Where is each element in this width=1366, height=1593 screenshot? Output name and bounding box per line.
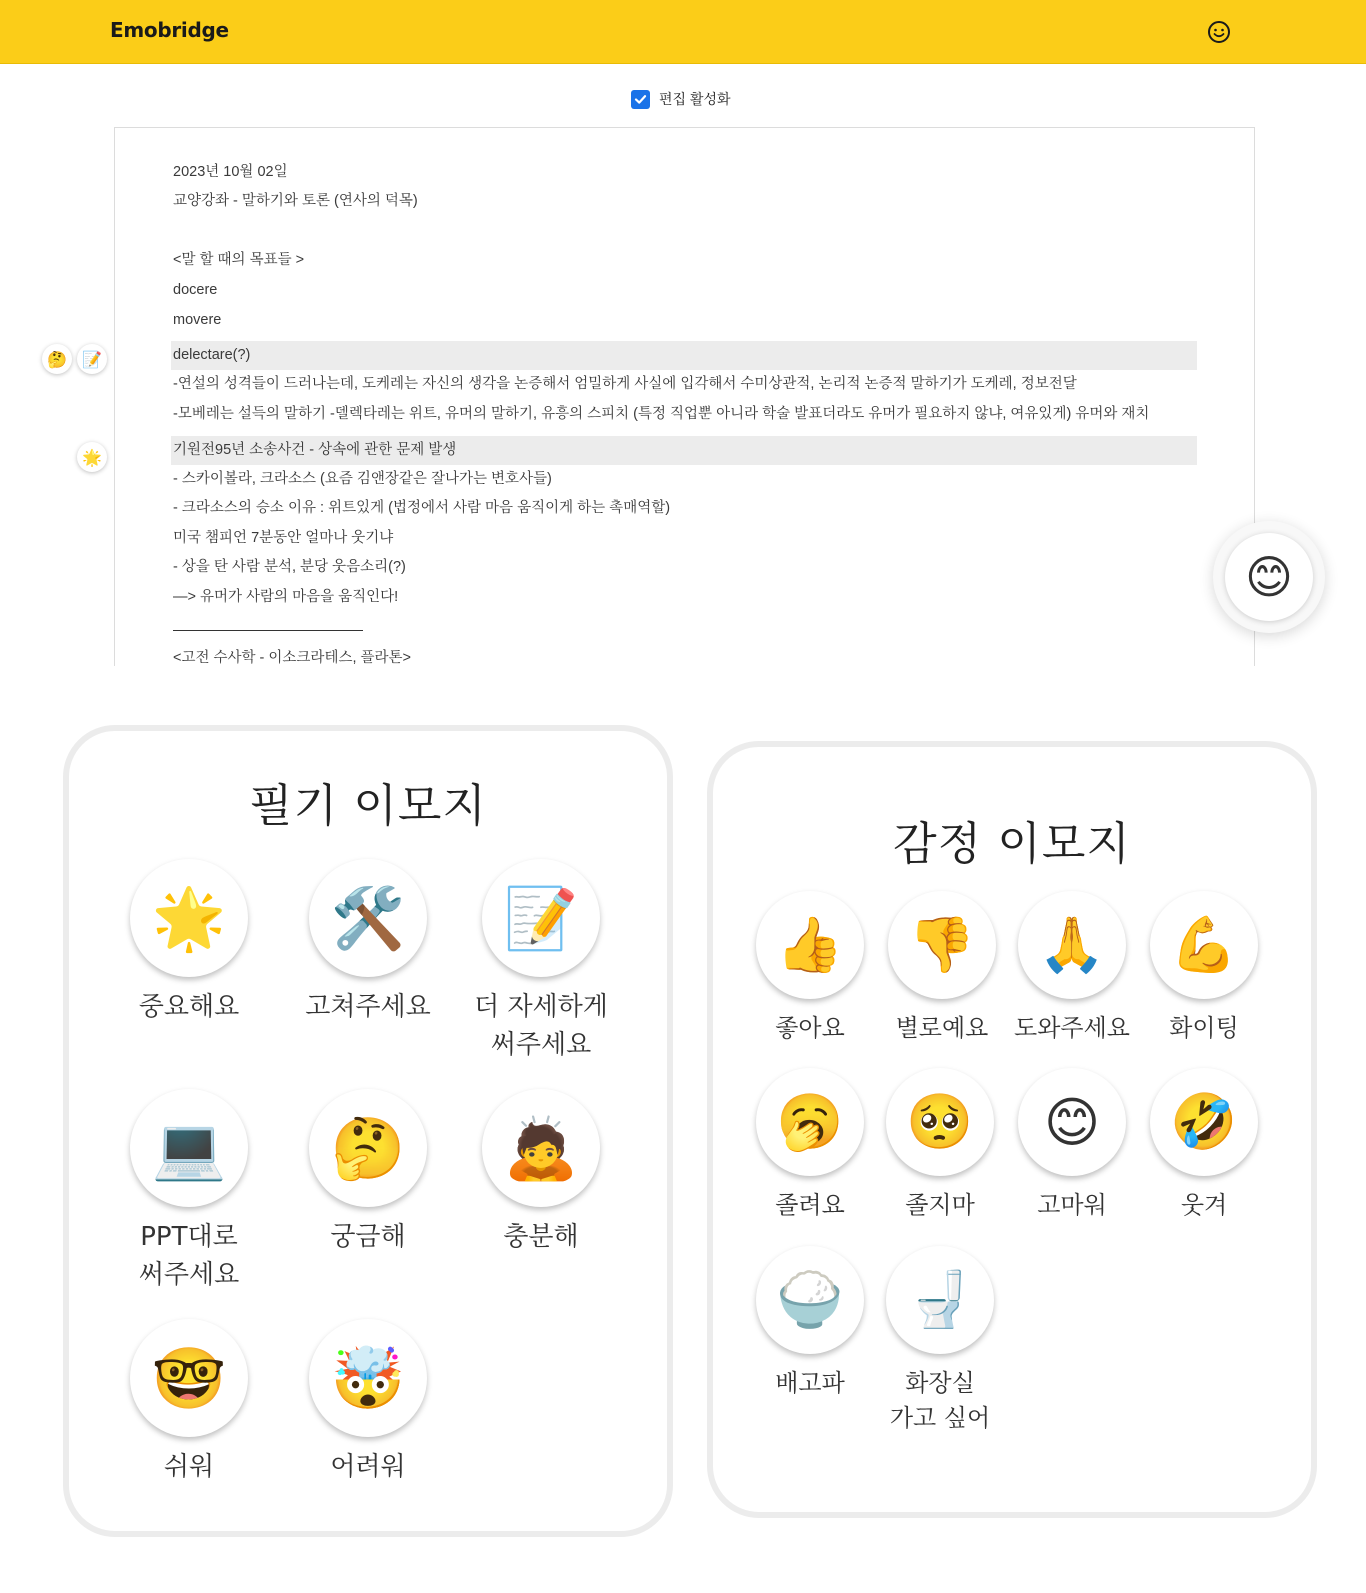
emoji-tile-help[interactable] (1005, 891, 1139, 1046)
yawning-emoji-icon: 🥱 (756, 1068, 864, 1176)
edit-toggle[interactable] (631, 88, 731, 110)
rolling-laughing-emoji-icon: 🤣 (1150, 1068, 1258, 1176)
thumbs-down-emoji-icon: 👎 (888, 891, 996, 999)
editor-line[interactable]: - 스카이볼라, 크라소스 (요즘 김앤장같은 잘나가는 변호사들) (173, 471, 552, 487)
emoji-tile-important[interactable] (124, 859, 254, 1027)
emotion-emoji-panel (707, 741, 1317, 1518)
tile-label: 궁금해 (330, 1222, 406, 1252)
emoji-tile-restroom[interactable] (879, 1246, 1001, 1436)
emoji-tile-enough[interactable] (476, 1089, 606, 1257)
tile-label: 충분해 (503, 1222, 579, 1252)
tile-label: 중요해요 (138, 992, 240, 1022)
editor-line[interactable]: 미국 챔피언 7분동안 얼마나 웃기냐 (173, 530, 394, 546)
emoji-tile-fighting[interactable] (1145, 891, 1263, 1046)
smile-emoji-icon: 😊 (1225, 533, 1313, 621)
thinking-emoji-annotation[interactable]: 🤔 (42, 344, 72, 374)
editor-line[interactable]: —> 유머가 사람의 마음을 움직인다! (173, 589, 399, 605)
tile-label: 졸려요 (775, 1191, 845, 1219)
section-gap (0, 666, 1366, 690)
memo-emoji-icon: 📝 (482, 859, 600, 977)
emoji-tile-hungry[interactable] (755, 1246, 865, 1401)
editor-line-highlighted[interactable]: 기원전95년 소송사건 - 상속에 관한 문제 발생 (171, 436, 1197, 465)
emoji-tile-like[interactable] (755, 891, 865, 1046)
rice-bowl-emoji-icon: 🍚 (756, 1246, 864, 1354)
note-panel-title: 필기 이모지 (249, 779, 487, 832)
memo-emoji-annotation[interactable]: 📝 (77, 344, 107, 374)
emoji-tile-more-detail[interactable] (466, 859, 616, 1064)
emoji-tile-dislike[interactable] (879, 891, 1005, 1046)
emoji-tile-dont-sleep[interactable] (885, 1068, 995, 1223)
top-navbar (0, 0, 1366, 64)
bowing-emoji-icon: 🙇 (482, 1089, 600, 1207)
tile-label: 도와주세요 (1014, 1014, 1130, 1042)
tile-label: 좋아요 (775, 1014, 845, 1042)
editor-line[interactable]: 교양강좌 - 말하기와 토론 (연사의 덕목) (173, 193, 418, 209)
tile-label: 화이팅 (1169, 1014, 1239, 1042)
divider (173, 630, 363, 631)
tile-label: 웃겨 (1180, 1191, 1228, 1219)
emoji-tile-hard[interactable] (303, 1319, 433, 1487)
editor-line-highlighted[interactable]: delectare(?) (171, 341, 1197, 370)
emoji-tile-ppt[interactable] (117, 1089, 261, 1294)
tile-label: 쉬워 (163, 1452, 215, 1482)
tile-label: PPT대로 써주세요 (138, 1222, 240, 1290)
thumbs-up-emoji-icon: 👍 (756, 891, 864, 999)
editor-line[interactable]: -연설의 성격들이 드러나는데, 도케레는 자신의 생각을 논증해서 엄밀하게 사실에 입각해서 수미상관적, 논리적 논증적 말하기가 도케레, 정보전달 (173, 376, 1077, 392)
note-emoji-panel (63, 725, 673, 1537)
emoji-tile-sleepy[interactable] (755, 1068, 865, 1223)
tile-label: 고쳐주세요 (305, 992, 431, 1022)
emoji-tile-funny[interactable] (1149, 1068, 1259, 1223)
smiling-face-emoji-icon: 😊 (1018, 1068, 1126, 1176)
emoji-tile-easy[interactable] (124, 1319, 254, 1487)
editor-line[interactable]: -모베레는 설득의 말하기 -델렉타레는 위트, 유머의 말하기, 유흥의 스피치 (특정 직업뿐 아니라 학술 발표더라도 유머가 필요하지 않냐, 여유있게) 유머와 재치 (173, 406, 1150, 422)
star-emoji-icon: 🌟 (130, 859, 248, 977)
emoji-fab-button[interactable] (1213, 521, 1325, 633)
editor-line[interactable]: movere (173, 312, 222, 328)
editor-line[interactable]: <고전 수사학 - 이소크라테스, 플라톤> (173, 650, 412, 666)
editor-line[interactable]: 2023년 10월 02일 (173, 164, 288, 180)
tile-label: 고마워 (1037, 1191, 1107, 1219)
tile-label: 별로예요 (895, 1014, 989, 1042)
flexed-biceps-emoji-icon: 💪 (1150, 891, 1258, 999)
nerd-emoji-icon: 🤓 (130, 1319, 248, 1437)
editor-line[interactable]: - 상을 탄 사람 분석, 분당 웃음소리(?) (173, 559, 406, 575)
tile-label: 졸지마 (905, 1191, 975, 1219)
check-icon (634, 93, 647, 106)
edit-checkbox[interactable] (631, 90, 650, 109)
edit-toggle-label: 편집 활성화 (659, 91, 731, 107)
pleading-face-emoji-icon: 🥺 (886, 1068, 994, 1176)
tile-label: 어려워 (330, 1452, 406, 1482)
note-editor[interactable] (114, 127, 1255, 671)
emoji-tile-fix[interactable] (296, 859, 440, 1027)
editor-line[interactable]: docere (173, 282, 218, 298)
praying-hands-emoji-icon: 🙏 (1018, 891, 1126, 999)
thinking-emoji-icon: 🤔 (309, 1089, 427, 1207)
editor-line[interactable]: <말 할 때의 목표들 > (173, 252, 305, 268)
emoji-tile-thanks[interactable] (1017, 1068, 1127, 1223)
tile-label: 더 자세하게 써주세요 (474, 992, 608, 1060)
smiley-outline-icon[interactable] (1207, 20, 1231, 44)
star-emoji-annotation[interactable]: 🌟 (77, 442, 107, 472)
editor-line[interactable] (171, 216, 1197, 245)
editor-line[interactable]: - 크라소스의 승소 이유 : 위트있게 (법정에서 사람 마음 움직이게 하는 촉매역할) (173, 500, 671, 516)
tile-label: 배고파 (775, 1369, 845, 1397)
tools-emoji-icon: 🛠️ (309, 859, 427, 977)
brand-logo[interactable]: Emobridge (110, 18, 229, 42)
toilet-emoji-icon: 🚽 (886, 1246, 994, 1354)
tile-label: 화장실 가고 싶어 (889, 1369, 991, 1432)
emoji-tile-curious[interactable] (303, 1089, 433, 1257)
laptop-emoji-icon: 💻 (130, 1089, 248, 1207)
emotion-panel-title: 감정 이모지 (893, 817, 1131, 870)
exploding-head-emoji-icon: 🤯 (309, 1319, 427, 1437)
